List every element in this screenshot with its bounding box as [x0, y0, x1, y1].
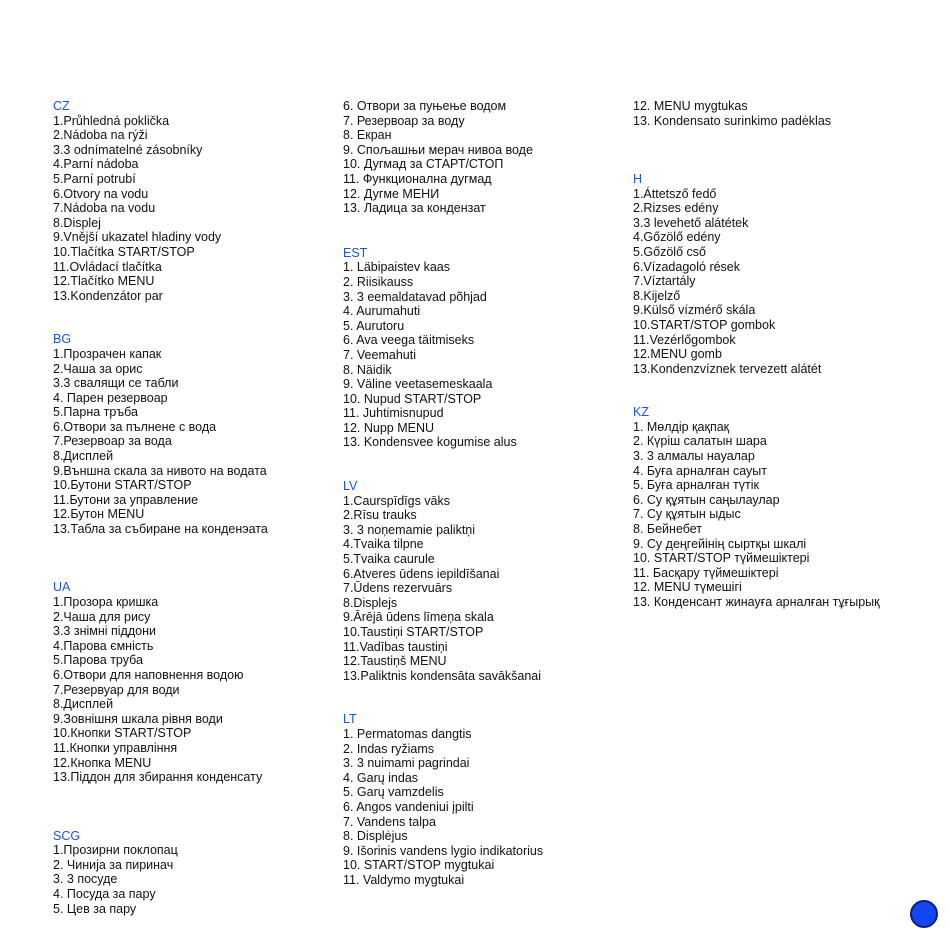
list-item: 5. Цев за пару — [53, 901, 137, 916]
list-item: 4.Tvaika tilpne — [343, 537, 424, 552]
list-item: 1.Průhledná poklička — [53, 113, 170, 128]
list-item: 9.Зовнішня шкала рівня води — [53, 711, 223, 726]
list-item: 7. Veemahuti — [343, 347, 416, 362]
list-item: 5. Aurutoru — [343, 318, 405, 333]
column-right — [633, 99, 933, 610]
list-item: 9. Спољашњи мерач нивоа воде — [343, 142, 533, 157]
section-est — [343, 246, 623, 450]
list-item: 1. Läbipaistev kaas — [343, 260, 451, 275]
list-item: 13. Конденсант жинауға арналған тұғырық — [633, 595, 880, 610]
list-item: 6.Отвори за пълнене с вода — [53, 419, 217, 434]
parts-list-est — [343, 260, 623, 450]
list-item: 1. Мөлдір қақпақ — [633, 419, 730, 434]
list-item: 1.Прозора кришка — [53, 595, 159, 610]
list-item: 11. Juhtimisnupud — [343, 406, 444, 421]
section-heading-lv: LV — [343, 479, 358, 494]
list-item: 7.Nádoba na vodu — [53, 201, 156, 216]
list-item: 6. Отвори за пуњење водом — [343, 99, 507, 113]
parts-list-kz — [633, 420, 933, 610]
list-item: 10.Бутони START/STOP — [53, 478, 192, 493]
parts-list-lt — [343, 727, 623, 888]
list-item: 13. Kondensato surinkimo padėklas — [633, 113, 832, 128]
list-item: 12. Дугме МЕНИ — [343, 186, 440, 201]
list-item: 11.Ovládací tlačítka — [53, 259, 162, 274]
list-item: 8.Kijelző — [633, 288, 681, 303]
list-item: 4. Aurumahuti — [343, 304, 421, 319]
section-scg-continued — [343, 99, 623, 216]
list-item: 1. Permatomas dangtis — [343, 726, 472, 741]
list-item: 13.Kondenzátor par — [53, 288, 163, 303]
parts-list-cz — [53, 114, 328, 304]
list-item: 6.Atveres ūdens iepildīšanai — [343, 566, 500, 581]
list-item: 10. Дугмад за СТАРТ/СТОП — [343, 157, 504, 172]
parts-list-lt-continued — [633, 99, 933, 128]
list-item: 4. Парен резервоар — [53, 390, 168, 405]
section-heading-kz: KZ — [633, 405, 649, 420]
list-item: 3.3 знімні піддони — [53, 624, 156, 639]
parts-list-scg-continued — [343, 99, 623, 216]
list-item: 13.Paliktnis kondensāta savākšanai — [343, 668, 542, 683]
list-item: 2. Чинија за пиринач — [53, 857, 174, 872]
list-item: 4. Посуда за пару — [53, 886, 156, 901]
blue-circle-icon — [910, 900, 938, 928]
list-item: 7.Резервоар за вода — [53, 434, 172, 449]
section-heading-ua: UA — [53, 580, 71, 595]
section-heading-cz: CZ — [53, 99, 70, 113]
list-item: 3.3 odnímatelné zásobníky — [53, 142, 203, 157]
list-item: 2. Riisikauss — [343, 274, 414, 289]
list-item: 1.Caurspīdīgs vāks — [343, 493, 450, 508]
list-item: 8.Displejs — [343, 595, 398, 610]
list-item: 11.Vezérlőgombok — [633, 332, 736, 347]
list-item: 8.Дисплей — [53, 449, 114, 464]
list-item: 1.Áttetsző fedő — [633, 186, 717, 201]
list-item: 10. Nupud START/STOP — [343, 391, 482, 406]
list-item: 7.Víztartály — [633, 274, 696, 289]
list-item: 10.START/STOP gombok — [633, 317, 776, 332]
list-item: 8. Екран — [343, 128, 392, 143]
section-heading-scg: SCG — [53, 828, 81, 843]
list-item: 2.Nádoba na rýži — [53, 128, 148, 143]
parts-list-h — [633, 187, 933, 377]
list-item: 8. Displėjus — [343, 829, 408, 844]
list-item: 8. Näidik — [343, 362, 392, 377]
column-left — [53, 99, 328, 916]
list-item: 13.Kondenzvíznek tervezett alátét — [633, 361, 822, 376]
list-item: 3. 3 посуде — [53, 872, 118, 887]
list-item: 12.Кнопка MENU — [53, 755, 152, 770]
list-item: 5.Parní potrubí — [53, 171, 136, 186]
list-item: 9. Väline veetasemeskaala — [343, 377, 493, 392]
list-item: 3. 3 noņemamie paliktņi — [343, 522, 476, 537]
list-item: 4.Парова ємність — [53, 638, 154, 653]
section-cz — [53, 99, 328, 303]
list-item: 2. Indas ryžiams — [343, 741, 435, 756]
list-item: 3. 3 алмалы науалар — [633, 449, 755, 464]
list-item: 12. MENU mygtukas — [633, 99, 748, 113]
list-item: 3.3 свалящи се табли — [53, 376, 179, 391]
list-item: 3. 3 nuimami pagrindai — [343, 756, 470, 771]
list-item: 1.Прозрачен капак — [53, 346, 162, 361]
list-item: 13.Табла за събиране на конденэата — [53, 522, 268, 537]
list-item: 13. Kondensvee kogumise alus — [343, 435, 517, 450]
section-lt-continued — [633, 99, 933, 128]
list-item: 9.Ārējā ūdens līmeņa skala — [343, 610, 494, 625]
list-item: 11.Бутони за управление — [53, 492, 199, 507]
list-item: 13.Піддон для збирання конденсату — [53, 770, 263, 785]
list-item: 7.Резервуар для води — [53, 682, 180, 697]
list-item: 13. Ладица за кондензат — [343, 201, 486, 216]
list-item: 12. MENU түмешігі — [633, 580, 742, 595]
list-item: 12.MENU gomb — [633, 347, 722, 362]
list-item: 5.Парна тръба — [53, 405, 138, 420]
section-ua — [53, 580, 328, 784]
section-h — [633, 172, 933, 376]
list-item: 12.Бутон MENU — [53, 507, 145, 522]
section-heading-h: H — [633, 171, 643, 186]
section-scg — [53, 829, 328, 917]
list-item: 4. Буға арналған сауыт — [633, 463, 768, 478]
list-item: 6.Отвори для наповнення водою — [53, 667, 244, 682]
list-item: 11. Функционална дугмад — [343, 171, 492, 186]
list-item: 5.Tvaika caurule — [343, 552, 435, 567]
list-item: 2.Rizses edény — [633, 201, 719, 216]
list-item: 8. Бейнебет — [633, 522, 703, 537]
list-item: 4. Garų indas — [343, 770, 419, 785]
list-item: 6. Angos vandeniui įpilti — [343, 799, 474, 814]
list-item: 12.Taustiņš MENU — [343, 654, 447, 669]
list-item: 9.Külső vízmérő skála — [633, 303, 756, 318]
list-item: 11. Басқару түймешіктері — [633, 565, 779, 580]
list-item: 9. Išorinis vandens lygio indikatorius — [343, 843, 544, 858]
list-item: 8.Displej — [53, 215, 101, 230]
list-item: 3.3 levehető alátétek — [633, 215, 749, 230]
list-item: 5.Парова труба — [53, 653, 143, 668]
list-item: 10. START/STOP mygtukai — [343, 858, 495, 873]
list-item: 8.Дисплей — [53, 697, 114, 712]
list-item: 2.Rīsu trauks — [343, 508, 417, 523]
parts-list-lv — [343, 494, 623, 684]
list-item: 10. START/STOP түймешіктері — [633, 551, 810, 566]
list-item: 3. 3 eemaldatavad põhjad — [343, 289, 487, 304]
list-item: 6. Су құятын саңылаулар — [633, 492, 780, 507]
list-item: 11.Vadības taustiņi — [343, 639, 448, 654]
list-item: 6.Vízadagoló rések — [633, 259, 741, 274]
section-bg — [53, 332, 328, 536]
parts-list-ua — [53, 595, 328, 785]
list-item: 4.Parní nádoba — [53, 157, 139, 172]
list-item: 7. Vandens talpa — [343, 814, 436, 829]
list-item: 2. Күріш салатын шара — [633, 434, 767, 449]
section-lv — [343, 479, 623, 683]
list-item: 5.Gőzölő cső — [633, 244, 706, 259]
list-item: 6.Otvory na vodu — [53, 186, 149, 201]
parts-list-scg — [53, 843, 328, 916]
list-item: 2.Чаша для рису — [53, 609, 151, 624]
list-item: 10.Taustiņi START/STOP — [343, 625, 484, 639]
list-item: 7. Резервоар за воду — [343, 113, 465, 128]
list-item: 10.Кнопки START/STOP — [53, 726, 192, 741]
list-item: 7. Су құятын ыдыс — [633, 507, 741, 522]
list-item: 5. Буға арналған түтік — [633, 478, 759, 493]
list-item: 7.Ūdens rezervuārs — [343, 581, 453, 596]
list-item: 9.Vnější ukazatel hladiny vody — [53, 230, 222, 245]
section-heading-lt: LT — [343, 712, 357, 727]
section-heading-bg: BG — [53, 332, 72, 347]
parts-list-bg — [53, 347, 328, 537]
list-item: 11.Кнопки управління — [53, 740, 178, 755]
column-middle — [343, 99, 623, 888]
list-item: 12. Nupp MENU — [343, 420, 435, 435]
list-item: 1.Прозирни поклопац — [53, 843, 178, 858]
list-item: 6. Ava veega täitmiseks — [343, 333, 475, 348]
section-kz — [633, 405, 933, 609]
list-item: 5. Garų vamzdelis — [343, 785, 444, 800]
list-item: 12.Tlačítko MENU — [53, 274, 155, 289]
list-item: 9. Су деңгейінің сыртқы шкалі — [633, 536, 807, 551]
section-lt — [343, 712, 623, 887]
list-item: 9.Външна скала за нивото на водата — [53, 463, 267, 478]
list-item: 10.Tlačítka START/STOP — [53, 244, 195, 259]
list-item: 11. Valdymo mygtukai — [343, 872, 465, 887]
list-item: 4.Gőzölő edény — [633, 230, 721, 245]
list-item: 2.Чаша за орис — [53, 361, 143, 376]
section-heading-est: EST — [343, 245, 368, 260]
